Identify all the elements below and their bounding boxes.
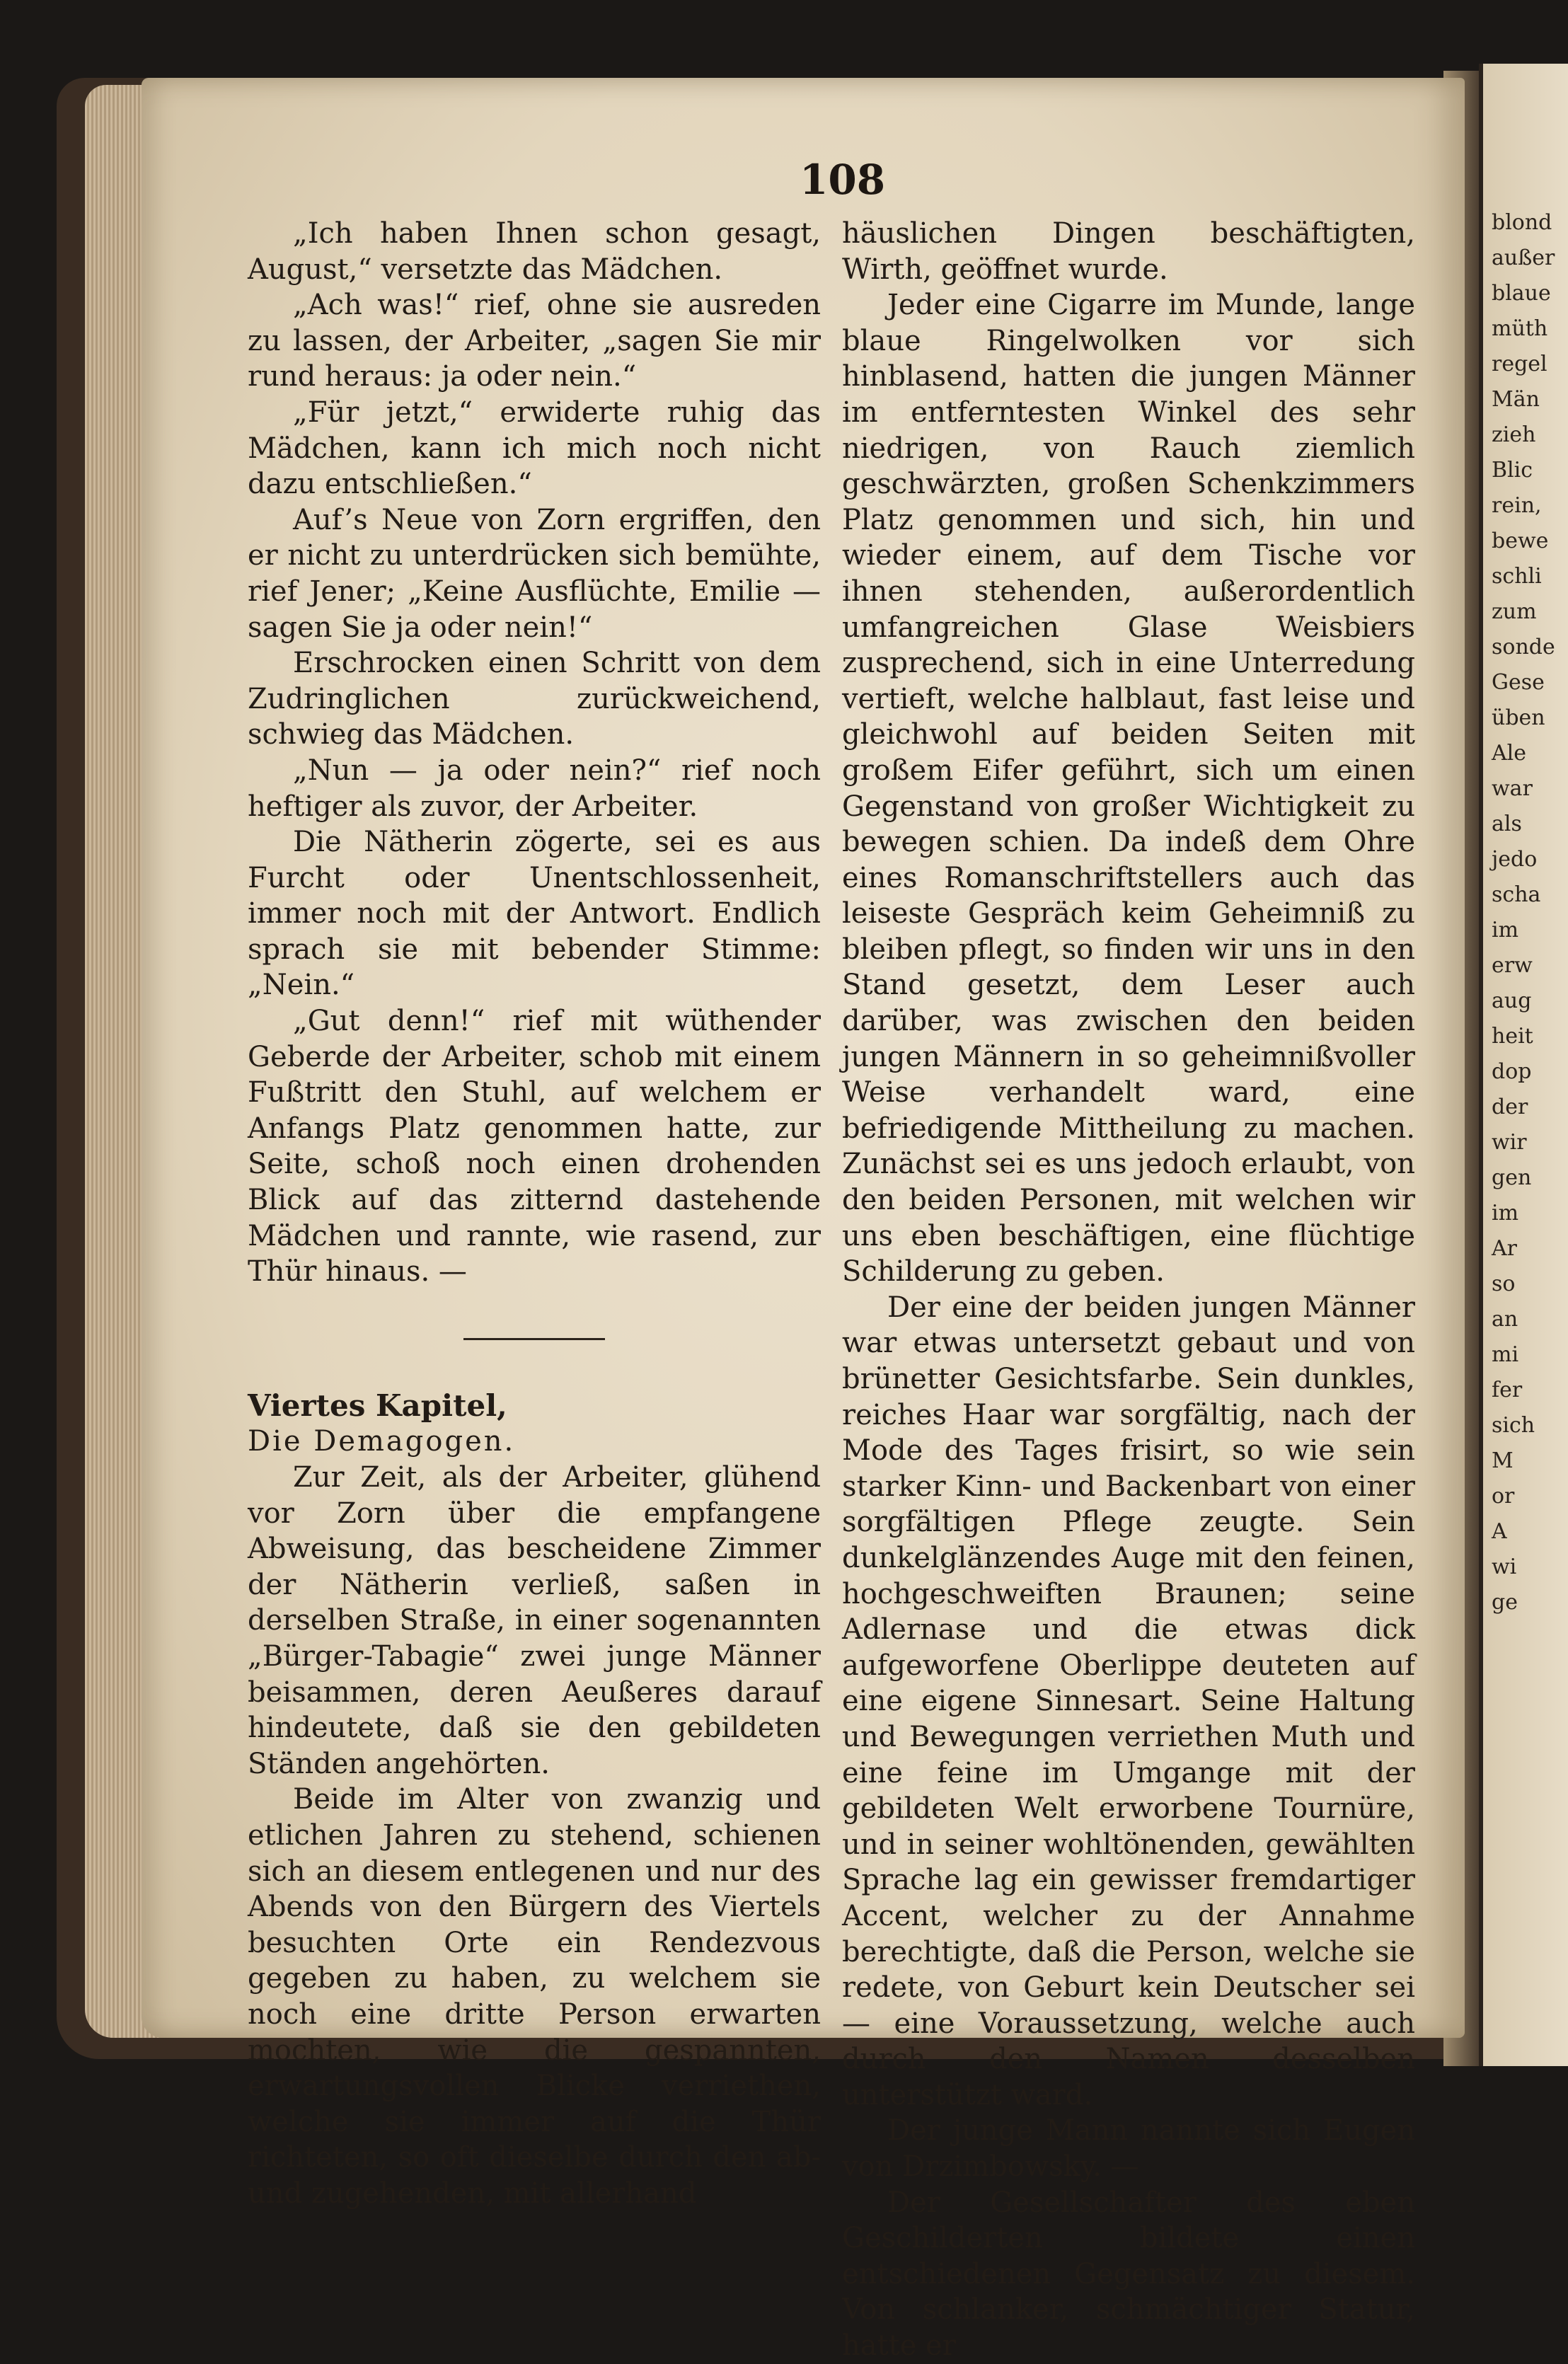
paragraph: „Ach was!“ rief, ohne sie ausreden zu lassen, der Arbeiter, „sagen Sie mir rund heraus: ja oder nein.“ [248, 289, 821, 393]
paragraph: Der junge Mann nannte sich Eugen von Drzimbowsky. — [842, 2114, 1415, 2184]
next-page-word: schli [1492, 564, 1542, 589]
next-page-word: Ale [1492, 741, 1527, 766]
paragraph: Auf’s Neue von Zorn ergriffen, den er nicht zu unterdrücken sich bemühte, rief Jener; „Keine Ausflüchte, Emilie — sagen Sie ja oder nein!“ [248, 503, 821, 644]
next-page-word: blaue [1492, 281, 1551, 306]
next-page-word: zum [1492, 599, 1537, 624]
next-page-word: war [1492, 776, 1533, 801]
next-page-word: blond [1492, 210, 1552, 235]
paragraph-continued: häuslichen Dingen beschäftigten, Wirth, geöffnet wurde. [842, 217, 1415, 286]
next-page-word: mi [1492, 1342, 1519, 1367]
next-page-word: wir [1492, 1130, 1527, 1155]
paragraph: Zur Zeit, als der Arbeiter, glühend vor Zorn über die empfangene Abweisung, das bescheidene Zimmer der Nätherin verließ, saßen in derselben Straße, in einer sogenannten „Bürger-Tabagie“ zwei junge Männer beisammen, deren Aeußeres darauf hindeutete, daß sie den gebildeten Ständen angehörten. [248, 1461, 821, 1780]
next-page-word: üben [1492, 705, 1545, 730]
next-page-word: sich [1492, 1413, 1535, 1438]
chapter-title: Viertes Kapitel, [248, 1388, 507, 1423]
paragraph: Erschrocken einen Schritt von dem Zudringlichen zurückweichend, schwieg das Mädchen. [248, 647, 821, 751]
paragraph: „Für jetzt,“ erwiderte ruhig das Mädchen, kann ich mich noch nicht dazu entschließen.“ [248, 396, 821, 501]
paragraph: Die Nätherin zögerte, sei es aus Furcht oder Unentschlossenheit, immer noch mit der Antwort. Endlich sprach sie mit bebender Stimme: „Nein.“ [248, 826, 821, 1002]
paragraph: „Nun — ja oder nein?“ rief noch heftiger als zuvor, der Arbeiter. [248, 754, 821, 823]
paragraph: Der eine der beiden jungen Männer war etwas untersetzt gebaut und von brünetter Gesichtsfarbe. Sein dunkles, reiches Haar war sorgfältig, nach der Mode des Tages frisirt, so wie sein starker Kinn- und Backenbart von einer sorgfältigen Pflege zeugte. Sein dunkelglänzendes Auge mit den feinen, hochgeschweiften Braunen; seine Adlernase und die etwas dick aufgeworfene Oberlippe deuteten auf eine eigene Sinnesart. Seine Haltung und Bewegungen verriethen Muth und eine feine im Umgange mit der gebildeten Welt erworbene Tournüre, und in seiner wohltönenden, gewählten Sprache lag ein gewisser fremdartiger Accent, welcher zu der Annahme berechtigte, daß die Person, welche sie redete, von Geburt kein Deutscher sei — eine Voraussetzung, welche auch durch den Namen desselben unterstützt ward. [842, 1291, 1415, 2111]
page-number: 108 [800, 156, 886, 204]
next-page-word: scha [1492, 882, 1541, 907]
paragraph: „Gut denn!“ rief mit wüthender Geberde der Arbeiter, schob mit einem Fußtritt den Stuhl, auf welchem er Anfangs Platz genommen hatte, zur Seite, schoß noch einen drohenden Blick auf das zitternd dastehende Mädchen und rannte, wie rasend, zur Thür hinaus. — [248, 1005, 821, 1288]
next-page-word: or [1492, 1484, 1515, 1509]
left-column [248, 216, 821, 2211]
next-page-word: regel [1492, 352, 1547, 376]
next-page-word: heit [1492, 1024, 1533, 1049]
next-page-word: sonde [1492, 635, 1555, 659]
paragraph: „Ich haben Ihnen schon gesagt, August,“ versetzte das Mädchen. [248, 217, 821, 286]
next-page-word: rein, [1492, 493, 1542, 518]
next-page-word: bewe [1492, 529, 1549, 553]
next-page-word: an [1492, 1307, 1518, 1332]
next-page-word: Blic [1492, 458, 1533, 483]
next-page-word: jedo [1492, 847, 1538, 872]
next-page-word: als [1492, 812, 1522, 836]
next-page-word: ge [1492, 1590, 1518, 1615]
next-page-word: dop [1492, 1059, 1532, 1084]
next-page-word: zieh [1492, 422, 1536, 447]
paragraph: Beide im Alter von zwanzig und etlichen Jahren zu stehend, schienen sich an diesem entlegenen und nur des Abends von den Bürgern des Viertels besuchten Orte ein Rendezvous gegeben zu haben, zu welchem sie noch eine dritte Person erwarten mochten, wie die gespannten, erwartungsvollen Blicke verriethen, welche sie immer auf die Thür richteten, so oft dieselbe durch den ab- und zugehenden, mit allerhand [248, 1783, 821, 2210]
next-page-word: so [1492, 1272, 1516, 1296]
next-page-word: M [1492, 1448, 1514, 1473]
section-divider [463, 1338, 605, 1340]
next-page-word: erw [1492, 953, 1533, 978]
paragraph: Der Gesellschafter des eben Geschilderten bildete einen entschiedenen Gegensatz zu diesem. Von schlanker, schmächtiger Statur, hatte er [842, 2186, 1415, 2363]
next-page-word: wi [1492, 1555, 1517, 1579]
next-page-word: im [1492, 1201, 1519, 1226]
paragraph: Jeder eine Cigarre im Munde, lange blaue Ringelwolken vor sich hinblasend, hatten die jungen Männer im entferntesten Winkel des sehr niedrigen, von Rauch ziemlich geschwärzten, großen Schenkzimmers Platz genommen und sich, hin und wieder einem, auf dem Tische vor ihnen stehenden, außerordentlich umfangreichen Glase Weisbiers zusprechend, sich in eine Unterredung vertieft, welche halblaut, fast leise und gleichwohl auf beiden Seiten mit großem Eifer geführt, sich um einen Gegenstand von großer Wichtigkeit zu bewegen schien. Da indeß dem Ohre eines Romanschriftstellers auch das leiseste Gespräch keim Geheimniß zu bleiben pflegt, so finden wir uns in den Stand gesetzt, dem Leser auch darüber, was zwischen den beiden jungen Männern in so geheimnißvoller Weise verhandelt ward, eine befriedigende Mittheilung zu machen. Zunächst sei es uns jedoch erlaubt, von den beiden Personen, mit welchen wir uns eben beschäftigen, eine flüchtige Schilderung zu geben. [842, 289, 1415, 1288]
next-page-word: aug [1492, 988, 1532, 1013]
next-page-word: müth [1492, 316, 1548, 341]
next-page-word: außer [1492, 246, 1555, 270]
right-column [842, 216, 1415, 2364]
next-page-word: Gese [1492, 670, 1545, 695]
chapter-subtitle: Die Demagogen. [248, 1425, 516, 1458]
next-page-word: der [1492, 1095, 1528, 1119]
next-page-word: gen [1492, 1165, 1532, 1190]
next-page-word: im [1492, 918, 1519, 942]
next-page-word: fer [1492, 1378, 1523, 1402]
next-page-word: Ar [1492, 1236, 1518, 1261]
next-page-fragments [1492, 205, 1555, 1620]
next-page-word: Män [1492, 387, 1540, 412]
next-page-word: A [1492, 1519, 1507, 1544]
